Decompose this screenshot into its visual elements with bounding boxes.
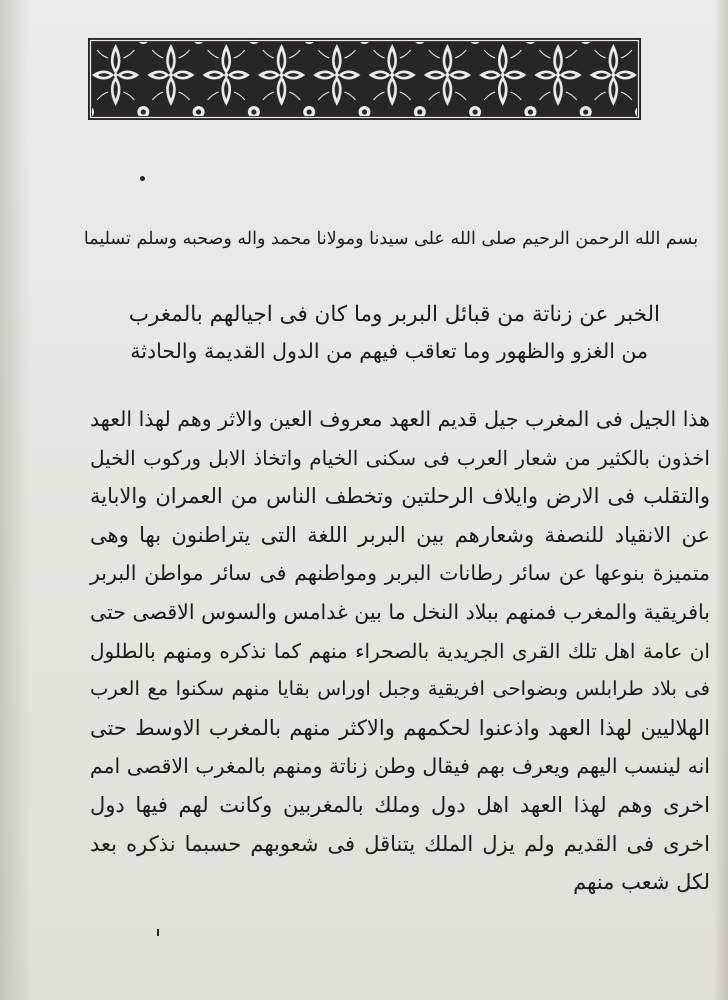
text-line: انه لينسب اليهم ويعرف بهم فيقال وطن زناتة ومنهم بالمغرب الاقصى امم bbox=[89, 754, 710, 779]
text-line: متميزة بنوعها عن سائر رطانات البربر ومواطنهم فى سائر مواطن البربر bbox=[90, 561, 710, 586]
text-line: اخرى وهم لهذا العهد اهل دول وملك بالمغربين وكانت لهم فيها دول bbox=[90, 792, 710, 817]
heading-line: من الغزو والظهور وما تعاقب فيهم من الدول القديمة والحادثة bbox=[130, 339, 648, 363]
body-text bbox=[90, 400, 710, 902]
ink-dot bbox=[140, 176, 145, 181]
binding-shadow bbox=[0, 0, 30, 1000]
ornamental-headpiece bbox=[88, 38, 641, 120]
text-line: لكل شعب منهم bbox=[573, 870, 710, 895]
text-line: الهلاليين لهذا العهد واذعنوا لحكمهم والاكثر منهم بالمغرب الاوسط حتى bbox=[90, 715, 710, 740]
text-line: ان عامة اهل تلك القرى الجريدية بالصحراء منهم كما نذكره ومنهم بالطلول bbox=[90, 638, 710, 663]
text-line: والتقلب فى الارض وايلاف الرحلتين وتخطف الناس من العمران والاباية bbox=[90, 484, 710, 509]
basmala-line: بسم الله الرحمن الرحيم صلى الله على سيدنا ومولانا محمد واله وصحبه وسلم تسليما bbox=[83, 229, 699, 249]
text-line: بافريقية والمغرب فمنهم ببلاد النخل ما بين غدامس والسوس الاقصى حتى bbox=[90, 599, 710, 624]
chapter-heading bbox=[120, 297, 660, 369]
ink-mark bbox=[157, 929, 159, 936]
text-line: عن الانقياد للنصفة وشعارهم بين البربر اللغة التى يتراطنون بها وهى bbox=[90, 522, 710, 547]
heading-line: الخبر عن زناتة من قبائل البربر وما كان فى اجيالهم بالمغرب bbox=[128, 302, 660, 327]
text-line: اخذون بالكثير من شعار العرب فى سكنى الخيام واتخاذ الابل وركوب الخيل bbox=[90, 445, 710, 470]
text-line: اخرى فى القديم ولم يزل الملك يتناقل فى شعوبهم حسبما نذكره بعد bbox=[90, 831, 710, 856]
text-line: هذا الجيل فى المغرب جيل قديم العهد معروف العين والاثر وهم لهذا العهد bbox=[90, 407, 710, 431]
page-edge-shadow bbox=[714, 0, 728, 1000]
text-line: فى بلاد طرابلس وبضواحى افريقية وجبل اوراس بقايا منهم سكنوا مع العرب bbox=[90, 677, 710, 701]
